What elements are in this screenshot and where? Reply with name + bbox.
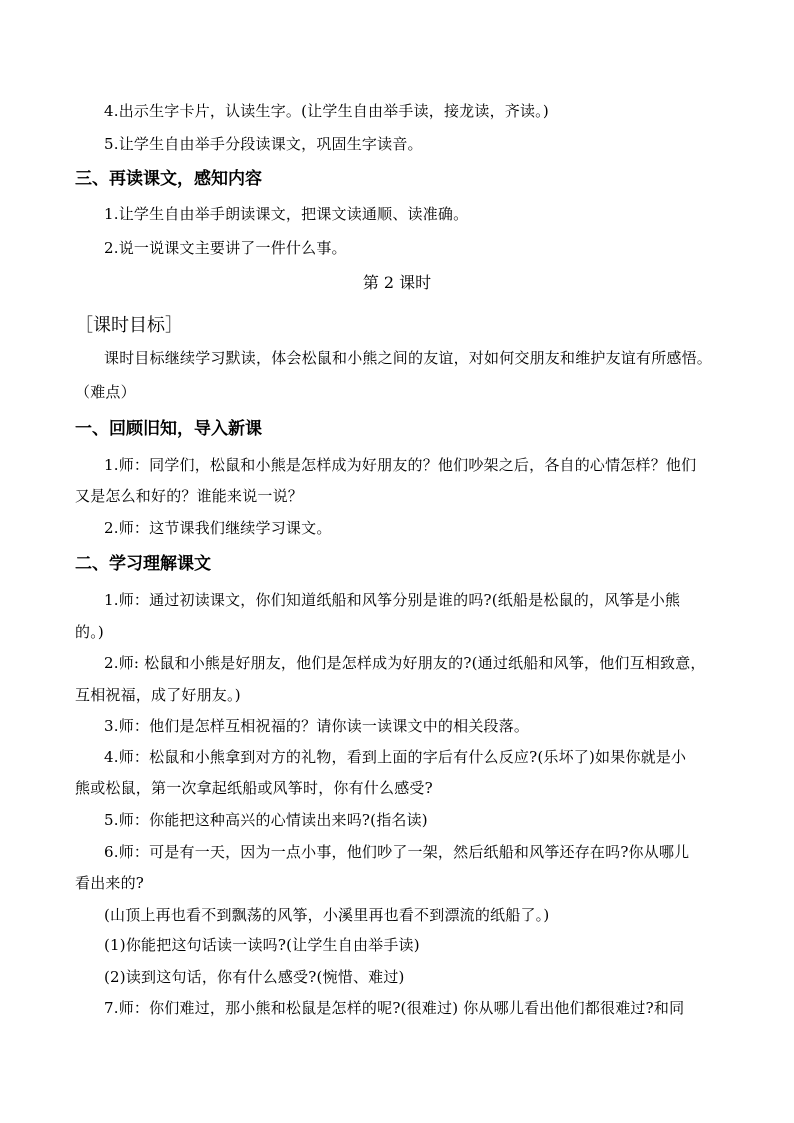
section-heading: 一、回顾旧知，导入新课 — [75, 419, 262, 439]
paragraph-line: 看出来的? — [75, 874, 145, 892]
paragraph-line: 2.师：这节课我们继续学习课文。 — [104, 519, 332, 537]
paragraph-line: (2)读到这句话，你有什么感受?(惋惜、难过) — [104, 968, 405, 986]
paragraph-line: 1.师：通过初读课文，你们知道纸船和风筝分别是谁的吗?(纸船是松鼠的，风筝是小熊 — [104, 591, 681, 609]
paragraph-line: 课时目标继续学习默读，体会松鼠和小熊之间的友谊，对如何交朋友和维护友谊有所感悟。 — [104, 349, 713, 367]
paragraph-line: 4.出示生字卡片，认读生字。(让学生自由举手读，接龙读，齐读。) — [104, 102, 549, 120]
paragraph-line: 3.师：他们是怎样互相祝福的？请你读一读课文中的相关段落。 — [104, 717, 530, 735]
paragraph-line: 5.师：你能把这种高兴的心情读出来吗?(指名读) — [104, 811, 428, 829]
paragraph-line: 1.让学生自由举手朗读课文，把课文读通顺、读准确。 — [104, 205, 469, 223]
lesson-title: 第 2 课时 — [362, 273, 432, 292]
paragraph-line: 1.师：同学们，松鼠和小熊是怎样成为好朋友的？他们吵架之后，各自的心情怎样？他们 — [104, 456, 697, 474]
section-heading: 二、学习理解课文 — [75, 554, 211, 574]
paragraph-line: (1)你能把这句话读一读吗?(让学生自由举手读) — [104, 936, 420, 954]
paragraph-line: 互相祝福，成了好朋友。) — [75, 686, 241, 704]
paragraph-line: 的。) — [75, 623, 104, 641]
section-heading: 三、再读课文，感知内容 — [75, 169, 262, 189]
paragraph-line: 6.师：可是有一天，因为一点小事，他们吵了一架，然后纸船和风筝还存在吗?你从哪儿 — [104, 843, 690, 861]
paragraph-line: 5.让学生自由举手分段读课文，巩固生字读音。 — [104, 135, 423, 153]
paragraph-line: （难点） — [75, 383, 136, 401]
paragraph-line: 熊或松鼠，第一次拿起纸船或风筝时，你有什么感受? — [75, 779, 433, 797]
target-heading: ［课时目标］ — [75, 315, 183, 336]
paragraph-line: 2.师: 松鼠和小熊是好朋友，他们是怎样成为好朋友的?(通过纸船和风筝，他们互相致意， — [104, 654, 706, 672]
paragraph-line: 2.说一说课文主要讲了一件什么事。 — [104, 239, 347, 257]
paragraph-line: (山顶上再也看不到飘荡的风筝，小溪里再也看不到漂流的纸船了。) — [104, 906, 550, 924]
paragraph-line: 又是怎么和好的？谁能来说一说？ — [75, 487, 304, 505]
paragraph-line: 4.师：松鼠和小熊拿到对方的礼物，看到上面的字后有什么反应?(乐坏了)如果你就是小 — [104, 748, 687, 766]
paragraph-line: 7.师：你们难过，那小熊和松鼠是怎样的呢?(很难过) 你从哪儿看出他们都很难过?和同 — [104, 999, 685, 1017]
